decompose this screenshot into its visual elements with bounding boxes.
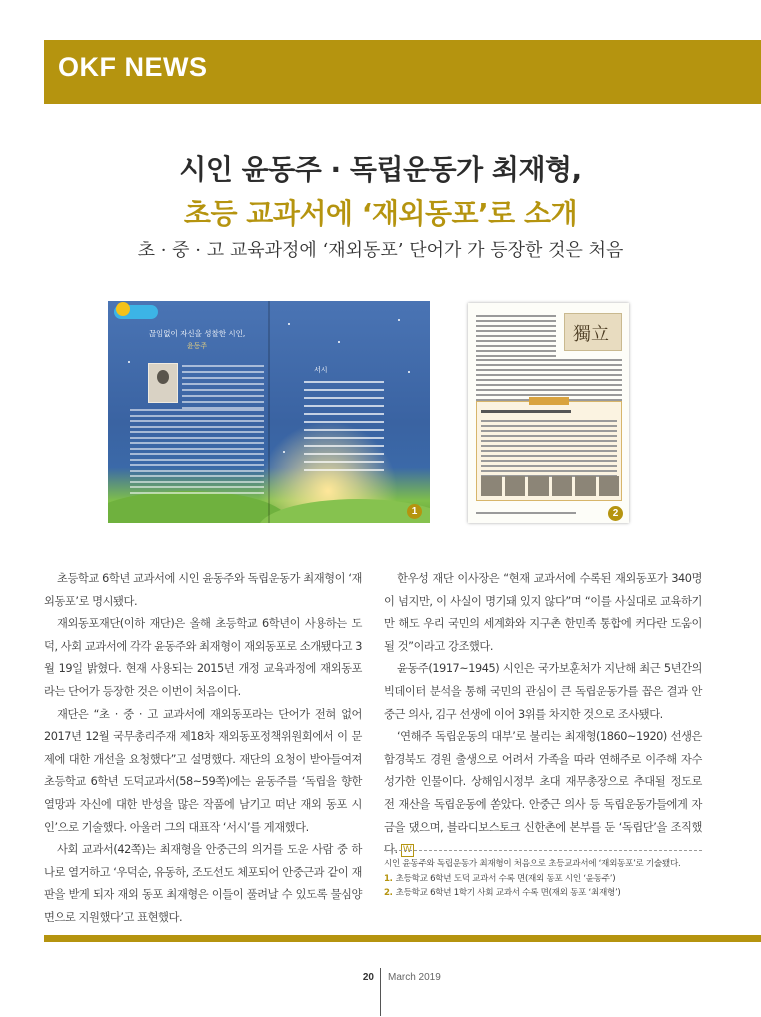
figure-captions	[384, 850, 702, 901]
textbook-spread-image	[108, 301, 430, 523]
caption-item	[384, 872, 702, 887]
body-paragraph	[384, 726, 702, 862]
body-paragraph: 사회 교과서(42쪽)는 최재형을 안중근의 의거를 도운 사람 중 하나로 열거하고 ‘우덕순, 유동하, 조도선도 체포되어 안중근과 같이 재판을 받게 되자 재외 동포 최재형은 이들이 풀려날 수 있도록 물심양면으로 지원했다’고 표현했다.	[44, 843, 362, 924]
issue-date: March 2019	[388, 972, 441, 983]
caption-text: 초등학교 6학년 1학기 사회 교과서 수록 면(재외 동포 ‘최재형’)	[395, 888, 621, 898]
figure-badge-1: 1	[407, 504, 422, 519]
end-mark-icon: W	[401, 844, 414, 857]
footer-divider	[380, 968, 381, 1016]
caption-item	[384, 886, 702, 901]
textbook-page-title: 끊임없이 자신을 성찰한 시인,	[148, 329, 246, 338]
caption-intro: 시인 윤동주와 독립운동가 최재형이 처음으로 초등교과서에 ‘재외동포’로 기술됐다.	[384, 859, 681, 869]
body-paragraph: 재단은 “초 · 중 · 고 교과서에 재외동포라는 단어가 전혀 없어 2017년 12월 국무총리주재 제18차 재외동포정책위원회에서 이 문제에 대한 개선을 요청했다”고 설명했다. 재단의 요청이 받아들여져 초등학교 6학년 도덕교과서(58~59쪽)에는 윤동주를 ‘독립을 향한 열망과 자신에 대한 반성을 많은 작품에 남기고 떠난 재외 동포 시인’으로 기술했다. 아울러 그의 대표작 ‘서시’를 게재했다.	[44, 707, 362, 834]
portrait-photo	[148, 363, 178, 403]
body-paragraph: 재외동포재단(이하 재단)은 올해 초등학교 6학년이 사용하는 도덕, 사회 교과서에 각각 윤동주와 최재형이 재외동포로 소개됐다고 3월 19일 밝혔다. 현재 사용되는 2015년 개정 교육과정에 재외동포라는 단어가 등장한 것은 이번이 처음이다.	[44, 617, 362, 698]
caption-number: 2.	[384, 888, 393, 898]
body-column-left	[44, 568, 362, 930]
body-paragraph: 초등학교 6학년 교과서에 시인 윤동주와 독립운동가 최재형이 ‘재외동포’로 명시됐다.	[44, 572, 362, 608]
caption-number: 1.	[384, 873, 393, 884]
calligraphy-image	[564, 313, 622, 351]
poem-title: 서시	[314, 366, 328, 374]
page-number: 20	[362, 972, 374, 983]
header-bar	[44, 40, 761, 104]
body-paragraph: 한우성 재단 이사장은 “현재 교과서에 수록된 재외동포가 340명이 넘지만, 이 사실이 명기돼 있지 않다”며 “이를 사실대로 교육하기만 해도 우리 국민의 세계화와 지구촌 한민족 통합에 커다란 도움이 될 것”이라고 강조했다.	[384, 572, 702, 653]
headline-line-2: 초등 교과서에 ‘재외동포’로 소개	[183, 197, 578, 230]
section-title: OKF NEWS	[58, 52, 208, 82]
textbook-logo-icon	[114, 305, 158, 319]
body-paragraph: 윤동주(1917~1945) 시인은 국가보훈처가 지난해 최근 5년간의 빅데이터 분석을 통해 국민의 관심이 큰 독립운동가를 꼽은 결과 안중근 의사, 김구 선생에 이어 3위를 차지한 것으로 조사됐다.	[384, 662, 702, 721]
footer-bar	[44, 935, 761, 942]
body-paragraph-text: ‘연해주 독립운동의 대부’로 불리는 최재형(1860~1920) 선생은 함경북도 경원 출생으로 어려서 가족을 따라 연해주로 이주해 자수성가한 인물이다. 상해임시정부 초대 재무총장으로 추대될 정도로 전 재산을 독립운동에 쏟았다. 안중근 의사 등 독립운동가들에게 자금을 댔으며, 블라디보스토크 신한촌에 본부를 둔 ‘독립단’을 조직했다.	[384, 730, 702, 857]
info-box	[476, 401, 622, 501]
figure-badge-2: 2	[608, 506, 623, 521]
calligraphy-text: 獨立	[573, 324, 609, 345]
textbook-page-name: 윤동주	[186, 342, 208, 350]
headline-line-1: 시인 윤동주 · 독립운동가 최재형,	[179, 153, 582, 186]
portrait-row	[481, 476, 619, 496]
subheadline: 초 · 중 · 고 교육과정에 ‘재외동포’ 단어가 가 등장한 것은 처음	[137, 240, 624, 261]
caption-text: 초등학교 6학년 도덕 교과서 수록 면(재외 동포 시인 ‘윤동주’)	[395, 873, 616, 884]
textbook-page-image	[468, 303, 629, 523]
body-column-right	[384, 568, 702, 862]
